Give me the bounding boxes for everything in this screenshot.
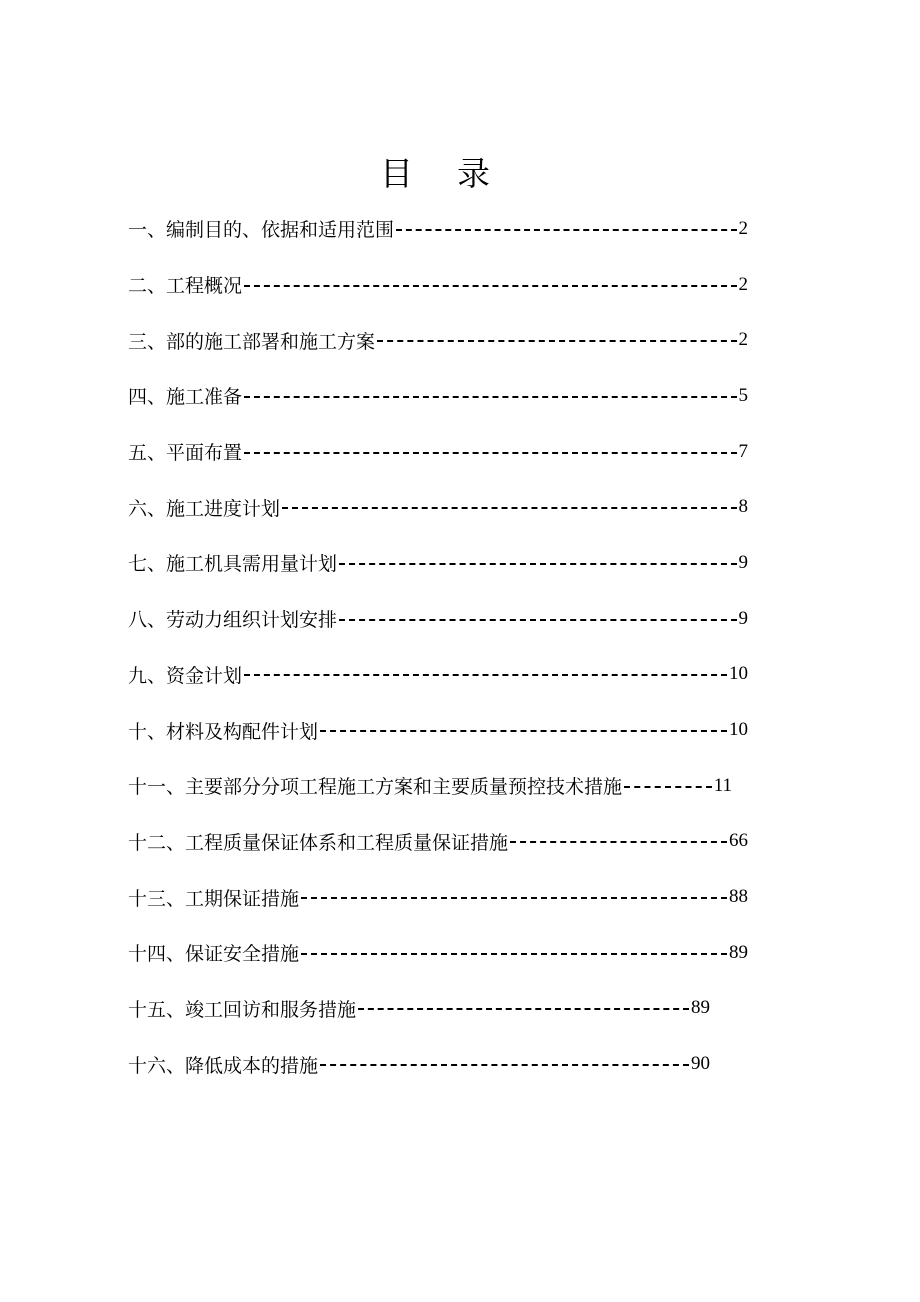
toc-entry[interactable] [128,535,748,591]
toc-entry-label: 九、资金计划 [128,664,243,687]
toc-entry-page-number: 10 [729,663,748,685]
page-title [0,148,870,195]
page-title-char: 录 [457,154,490,193]
toc-dot-leader [244,285,736,287]
toc-entry-page-number: 2 [738,329,748,351]
toc-dot-leader [320,730,727,732]
toc-entry-label: 十三、工期保证措施 [128,887,300,910]
toc-entry-label: 十四、保证安全措施 [128,943,300,966]
toc-entry-page-number: 5 [738,384,748,406]
toc-entry[interactable] [128,1036,710,1092]
toc-dot-leader [301,953,727,955]
toc-entry-page-number: 2 [738,273,748,295]
toc-entry-label: 七、施工机具需用量计划 [128,553,338,576]
toc-entry[interactable] [128,702,748,758]
toc-entry-page-number: 90 [691,1053,710,1075]
toc-dot-leader [339,619,736,621]
toc-dot-leader [301,897,727,899]
toc-entry-page-number: 89 [729,941,748,963]
toc-entry-page-number: 8 [738,496,748,518]
toc-entry-label: 十六、降低成本的措施 [128,1054,319,1077]
toc-entry[interactable] [128,925,748,981]
toc-dot-leader [358,1008,689,1010]
toc-entry[interactable] [128,814,748,870]
toc-entry-label: 八、劳动力组织计划安排 [128,609,338,632]
toc-entry-page-number: 89 [691,997,710,1019]
table-of-contents [128,201,748,1092]
toc-dot-leader [510,841,727,843]
toc-entry[interactable] [128,479,748,535]
toc-dot-leader [244,674,727,676]
toc-entry[interactable] [128,201,748,257]
toc-entry-page-number: 66 [729,830,748,852]
toc-entry[interactable] [128,647,748,703]
toc-dot-leader [244,396,736,398]
toc-dot-leader [320,1064,689,1066]
toc-entry[interactable] [128,424,748,480]
toc-entry-page-number: 88 [729,886,748,908]
toc-entry-label: 五、平面布置 [128,442,243,465]
toc-entry-label: 二、工程概况 [128,275,243,298]
toc-entry-page-number: 9 [738,551,748,573]
toc-entry-page-number: 2 [738,217,748,239]
toc-dot-leader [624,786,712,788]
toc-entry-page-number: 11 [713,774,732,796]
toc-entry-label: 三、部的施工部署和施工方案 [128,330,376,353]
toc-dot-leader [377,340,736,342]
toc-entry-page-number: 10 [729,719,748,741]
toc-entry[interactable] [128,758,732,814]
toc-entry-label: 十一、主要部分分项工程施工方案和主要质量预控技术措施 [128,776,623,799]
toc-entry-page-number: 7 [738,440,748,462]
toc-entry[interactable] [128,869,748,925]
toc-dot-leader [282,507,736,509]
toc-entry[interactable] [128,981,710,1037]
toc-entry-label: 一、编制目的、依据和适用范围 [128,219,395,242]
toc-dot-leader [339,563,736,565]
toc-entry-label: 十二、工程质量保证体系和工程质量保证措施 [128,831,509,854]
toc-entry[interactable] [128,368,748,424]
page-title-char: 目 [380,154,413,193]
toc-dot-leader [396,229,736,231]
toc-entry-label: 六、施工进度计划 [128,497,281,520]
toc-entry-label: 十、材料及构配件计划 [128,720,319,743]
toc-entry-label: 十五、竣工回访和服务措施 [128,998,357,1021]
toc-entry-page-number: 9 [738,607,748,629]
toc-entry[interactable] [128,257,748,313]
toc-dot-leader [244,452,736,454]
toc-entry[interactable] [128,312,748,368]
toc-entry[interactable] [128,591,748,647]
toc-entry-label: 四、施工准备 [128,386,243,409]
